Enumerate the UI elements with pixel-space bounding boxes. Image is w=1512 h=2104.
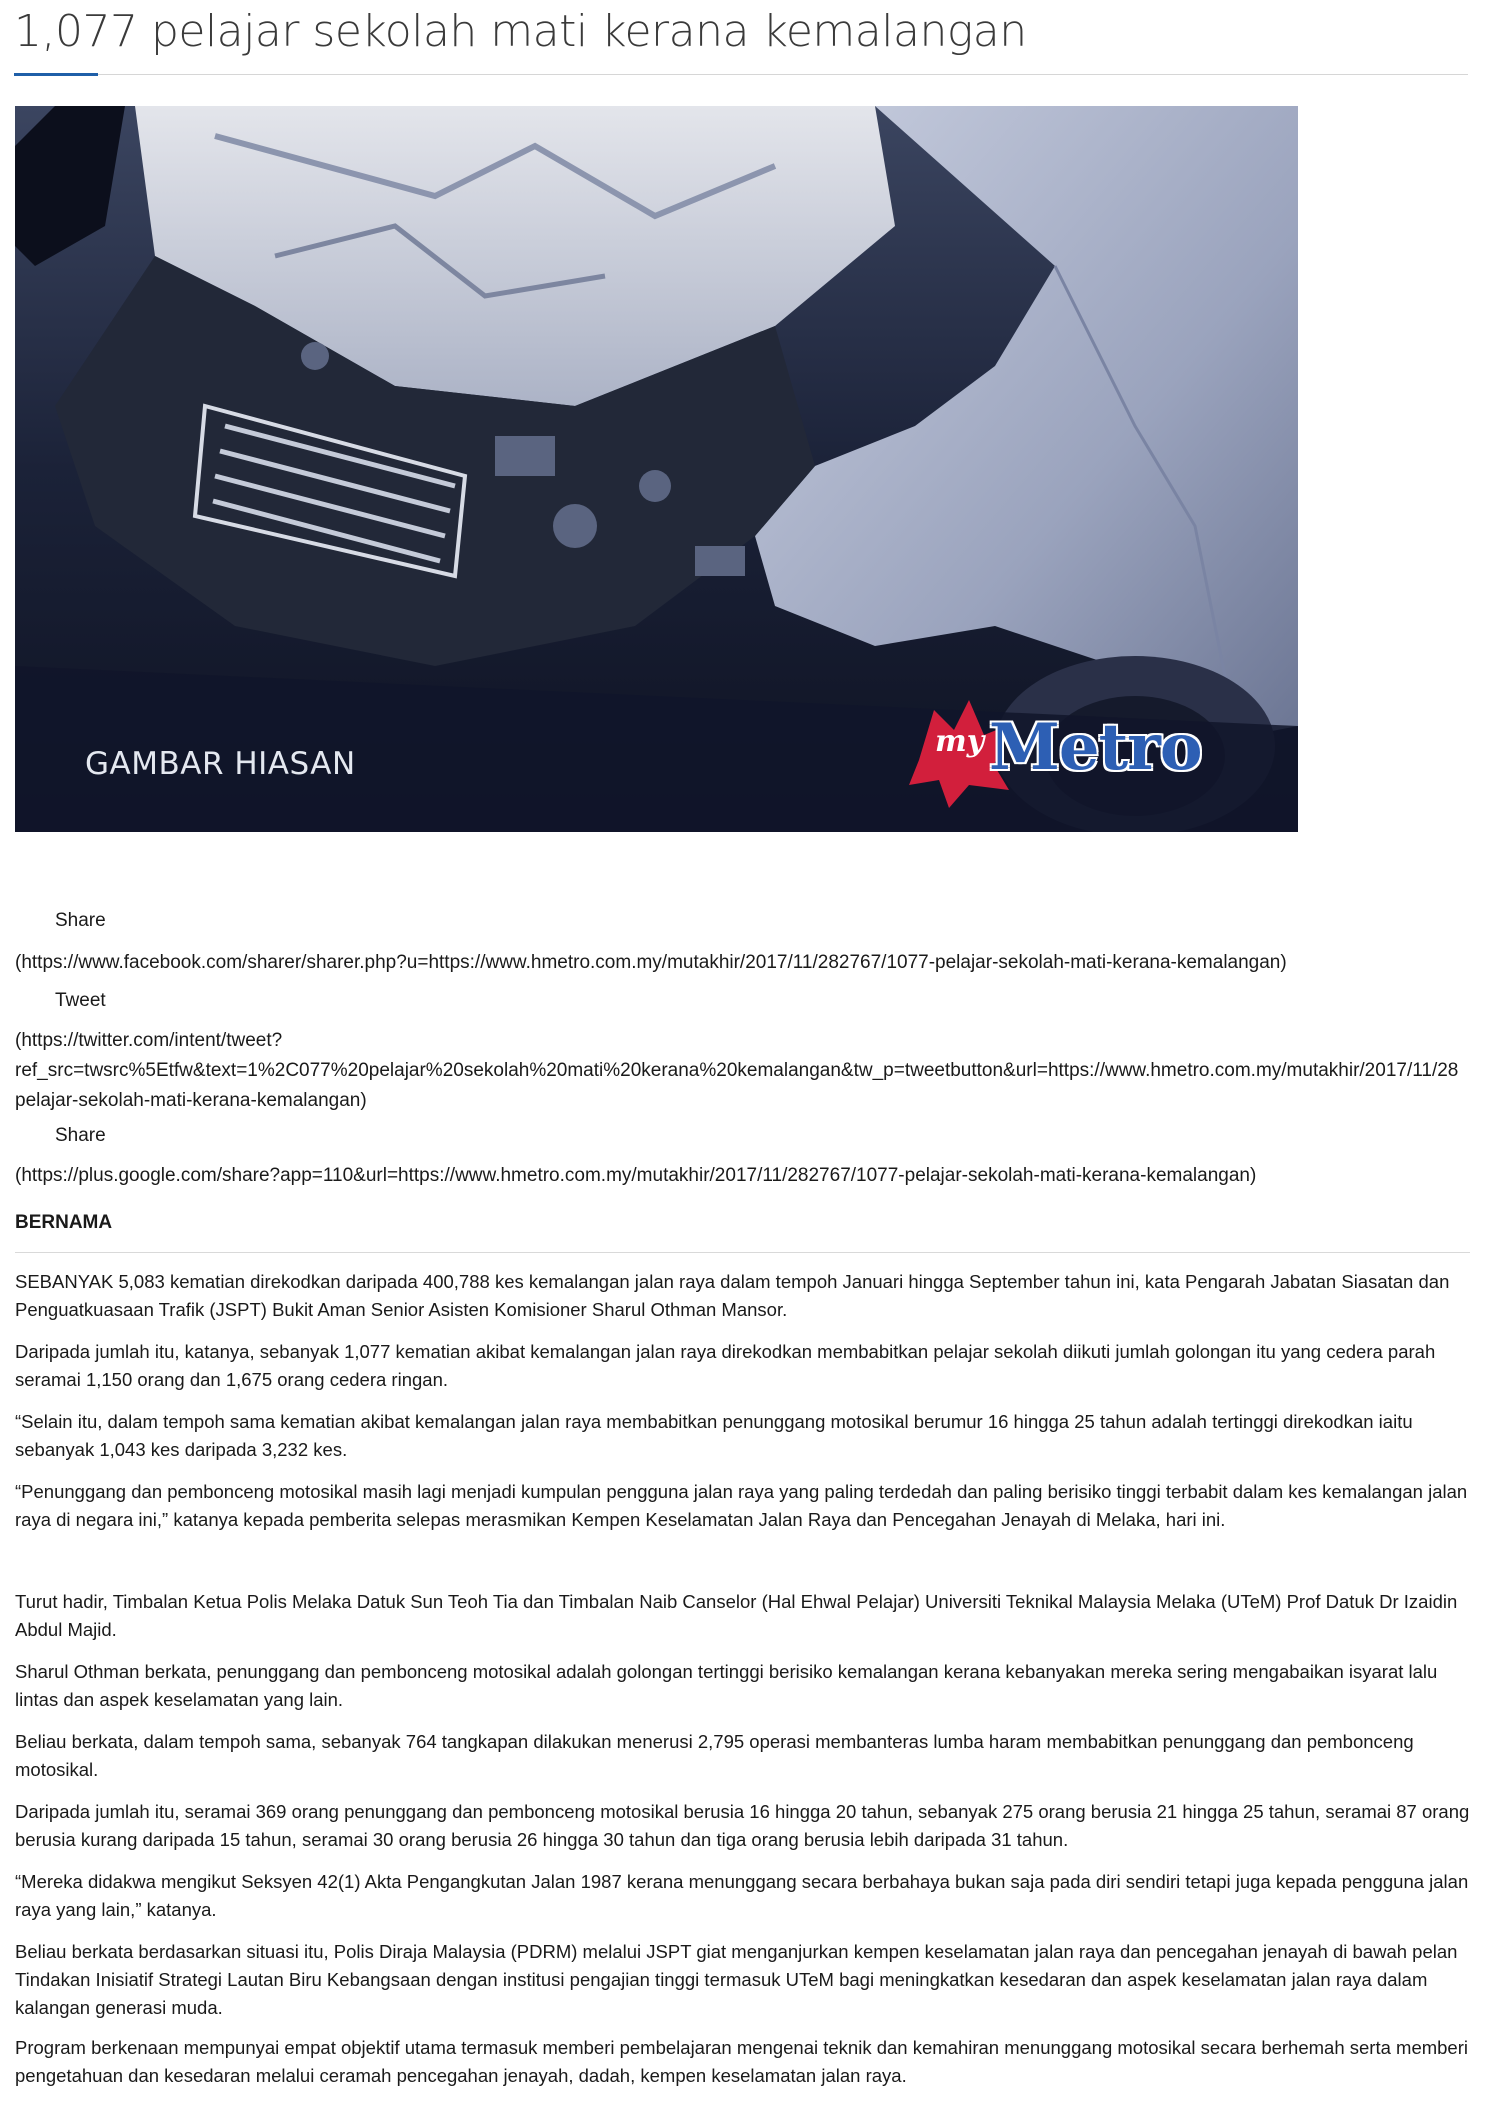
source-divider (15, 1252, 1470, 1253)
article-photo (15, 106, 1298, 832)
article-source: BERNAMA (15, 1212, 113, 1233)
logo-metro-text: Metro (989, 710, 1202, 785)
paragraph: Sharul Othman berkata, penunggang dan pembonceng motosikal adalah golongan tertinggi berisiko kemalangan kerana kebanyakan mereka sering mengabaikan isyarat lalu lintas dan aspek keselamatan yang lain. (15, 1661, 1438, 1710)
google-share-label[interactable]: Share (55, 1125, 106, 1146)
paragraph: SEBANYAK 5,083 kematian direkodkan daripada 400,788 kes kemalangan jalan raya dalam tempoh Januari hingga September tahun ini, kata Pengarah Jabatan Siasatan dan Penguatkuasaan Trafik (JSPT) Bukit Aman Senior Asisten Komisioner Sharul Othman Mansor. (15, 1271, 1450, 1320)
paragraph: Daripada jumlah itu, katanya, sebanyak 1,077 kematian akibat kemalangan jalan raya direkodkan membabitkan pelajar sekolah diikuti jumlah golongan itu yang cedera parah seramai 1,150 orang dan 1,675 orang cedera ringan. (15, 1341, 1436, 1390)
title-accent-bar (14, 73, 98, 76)
tweet-label[interactable]: Tweet (55, 990, 106, 1011)
twitter-share-link[interactable]: (https://twitter.com/intent/tweet? ref_src=twsrc%5Etfw&text=1%2C077%20pelajar%20sekolah%20mati%20kerana%20kemalangan&tw_p=tweetbutton&url=https://www.hmetro.com.my/mutakhir/2017/11/28 pelajar-sekolah-mati-kerana-kemalangan) (15, 1030, 1459, 1111)
paragraph: Daripada jumlah itu, seramai 369 orang penunggang dan pembonceng motosikal berusia 16 hingga 20 tahun, sebanyak 275 orang berusia 21 hingga 25 tahun, seramai 87 orang berusia kurang daripada 15 tahun, seramai 30 orang berusia 26 hingga 30 tahun dan tiga orang berusia lebih daripada 31 tahun. (15, 1801, 1470, 1850)
google-share-link[interactable]: (https://plus.google.com/share?app=110&url=https://www.hmetro.com.my/mutakhir/2017/11/282767/1077-pelajar-sekolah-mati-kerana-kemalangan) (15, 1165, 1257, 1186)
image-caption: GAMBAR HIASAN (85, 746, 356, 782)
facebook-share-link[interactable]: (https://www.facebook.com/sharer/sharer.php?u=https://www.hmetro.com.my/mutakhir/2017/11/282767/1077-pelajar-sekolah-mati-kerana-kemalangan) (15, 952, 1287, 973)
paragraph: Beliau berkata berdasarkan situasi itu, Polis Diraja Malaysia (PDRM) melalui JSPT giat menganjurkan kempen keselamatan jalan raya dan pencegahan jenayah di bawah pelan Tindakan Inisiatif Strategi Lautan Biru Kebangsaan dengan institusi pengajian tinggi termasuk UTeM bagi meningkatkan kesedaran dan aspek keselamatan jalan raya dalam kalangan generasi muda. (15, 1941, 1458, 2018)
paragraph: Turut hadir, Timbalan Ketua Polis Melaka Datuk Sun Teoh Tia dan Timbalan Naib Canselor (Hal Ehwal Pelajar) Universiti Teknikal Malaysia Melaka (UTeM) Prof Datuk Dr Izaidin Abdul Majid. (15, 1591, 1458, 1640)
article-title: 1,077 pelajar sekolah mati kerana kemalangan (14, 6, 1027, 57)
paragraph: “Selain itu, dalam tempoh sama kematian akibat kemalangan jalan raya membabitkan penunggang motosikal berumur 16 hingga 25 tahun adalah tertinggi direkodkan iaitu sebanyak 1,043 kes daripada 3,232 kes. (15, 1411, 1413, 1460)
paragraph: “Mereka didakwa mengikut Seksyen 42(1) Akta Pengangkutan Jalan 1987 kerana menunggang secara berbahaya bukan saja pada diri sendiri tetapi juga kepada pengguna jalan raya yang lain,” katanya. (15, 1871, 1469, 1920)
paragraph: Program berkenaan mempunyai empat objektif utama termasuk memberi pembelajaran mengenai teknik dan kemahiran menunggang motosikal secara berhemah serta memberi pengetahuan dan kesedaran melalui ceramah pencegahan jenayah, dadah, kempen keselamatan jalan raya. (15, 2037, 1468, 2086)
mymetro-logo (879, 690, 1249, 820)
paragraph: Beliau berkata, dalam tempoh sama, sebanyak 764 tangkapan dilakukan menerusi 2,795 operasi membanteras lumba haram membabitkan penunggang dan pembonceng motosikal. (15, 1731, 1414, 1780)
paragraph: “Penunggang dan pembonceng motosikal masih lagi menjadi kumpulan pengguna jalan raya yang paling terdedah dan paling berisiko tinggi terbabit dalam kes kemalangan jalan raya di negara ini,” katanya kepada pemberita selepas merasmikan Kempen Keselamatan Jalan Raya dan Pencegahan Jenayah di Melaka, hari ini. (15, 1481, 1468, 1530)
logo-my-text: my (935, 724, 985, 759)
title-divider (14, 74, 1468, 75)
facebook-share-label[interactable]: Share (55, 910, 106, 931)
